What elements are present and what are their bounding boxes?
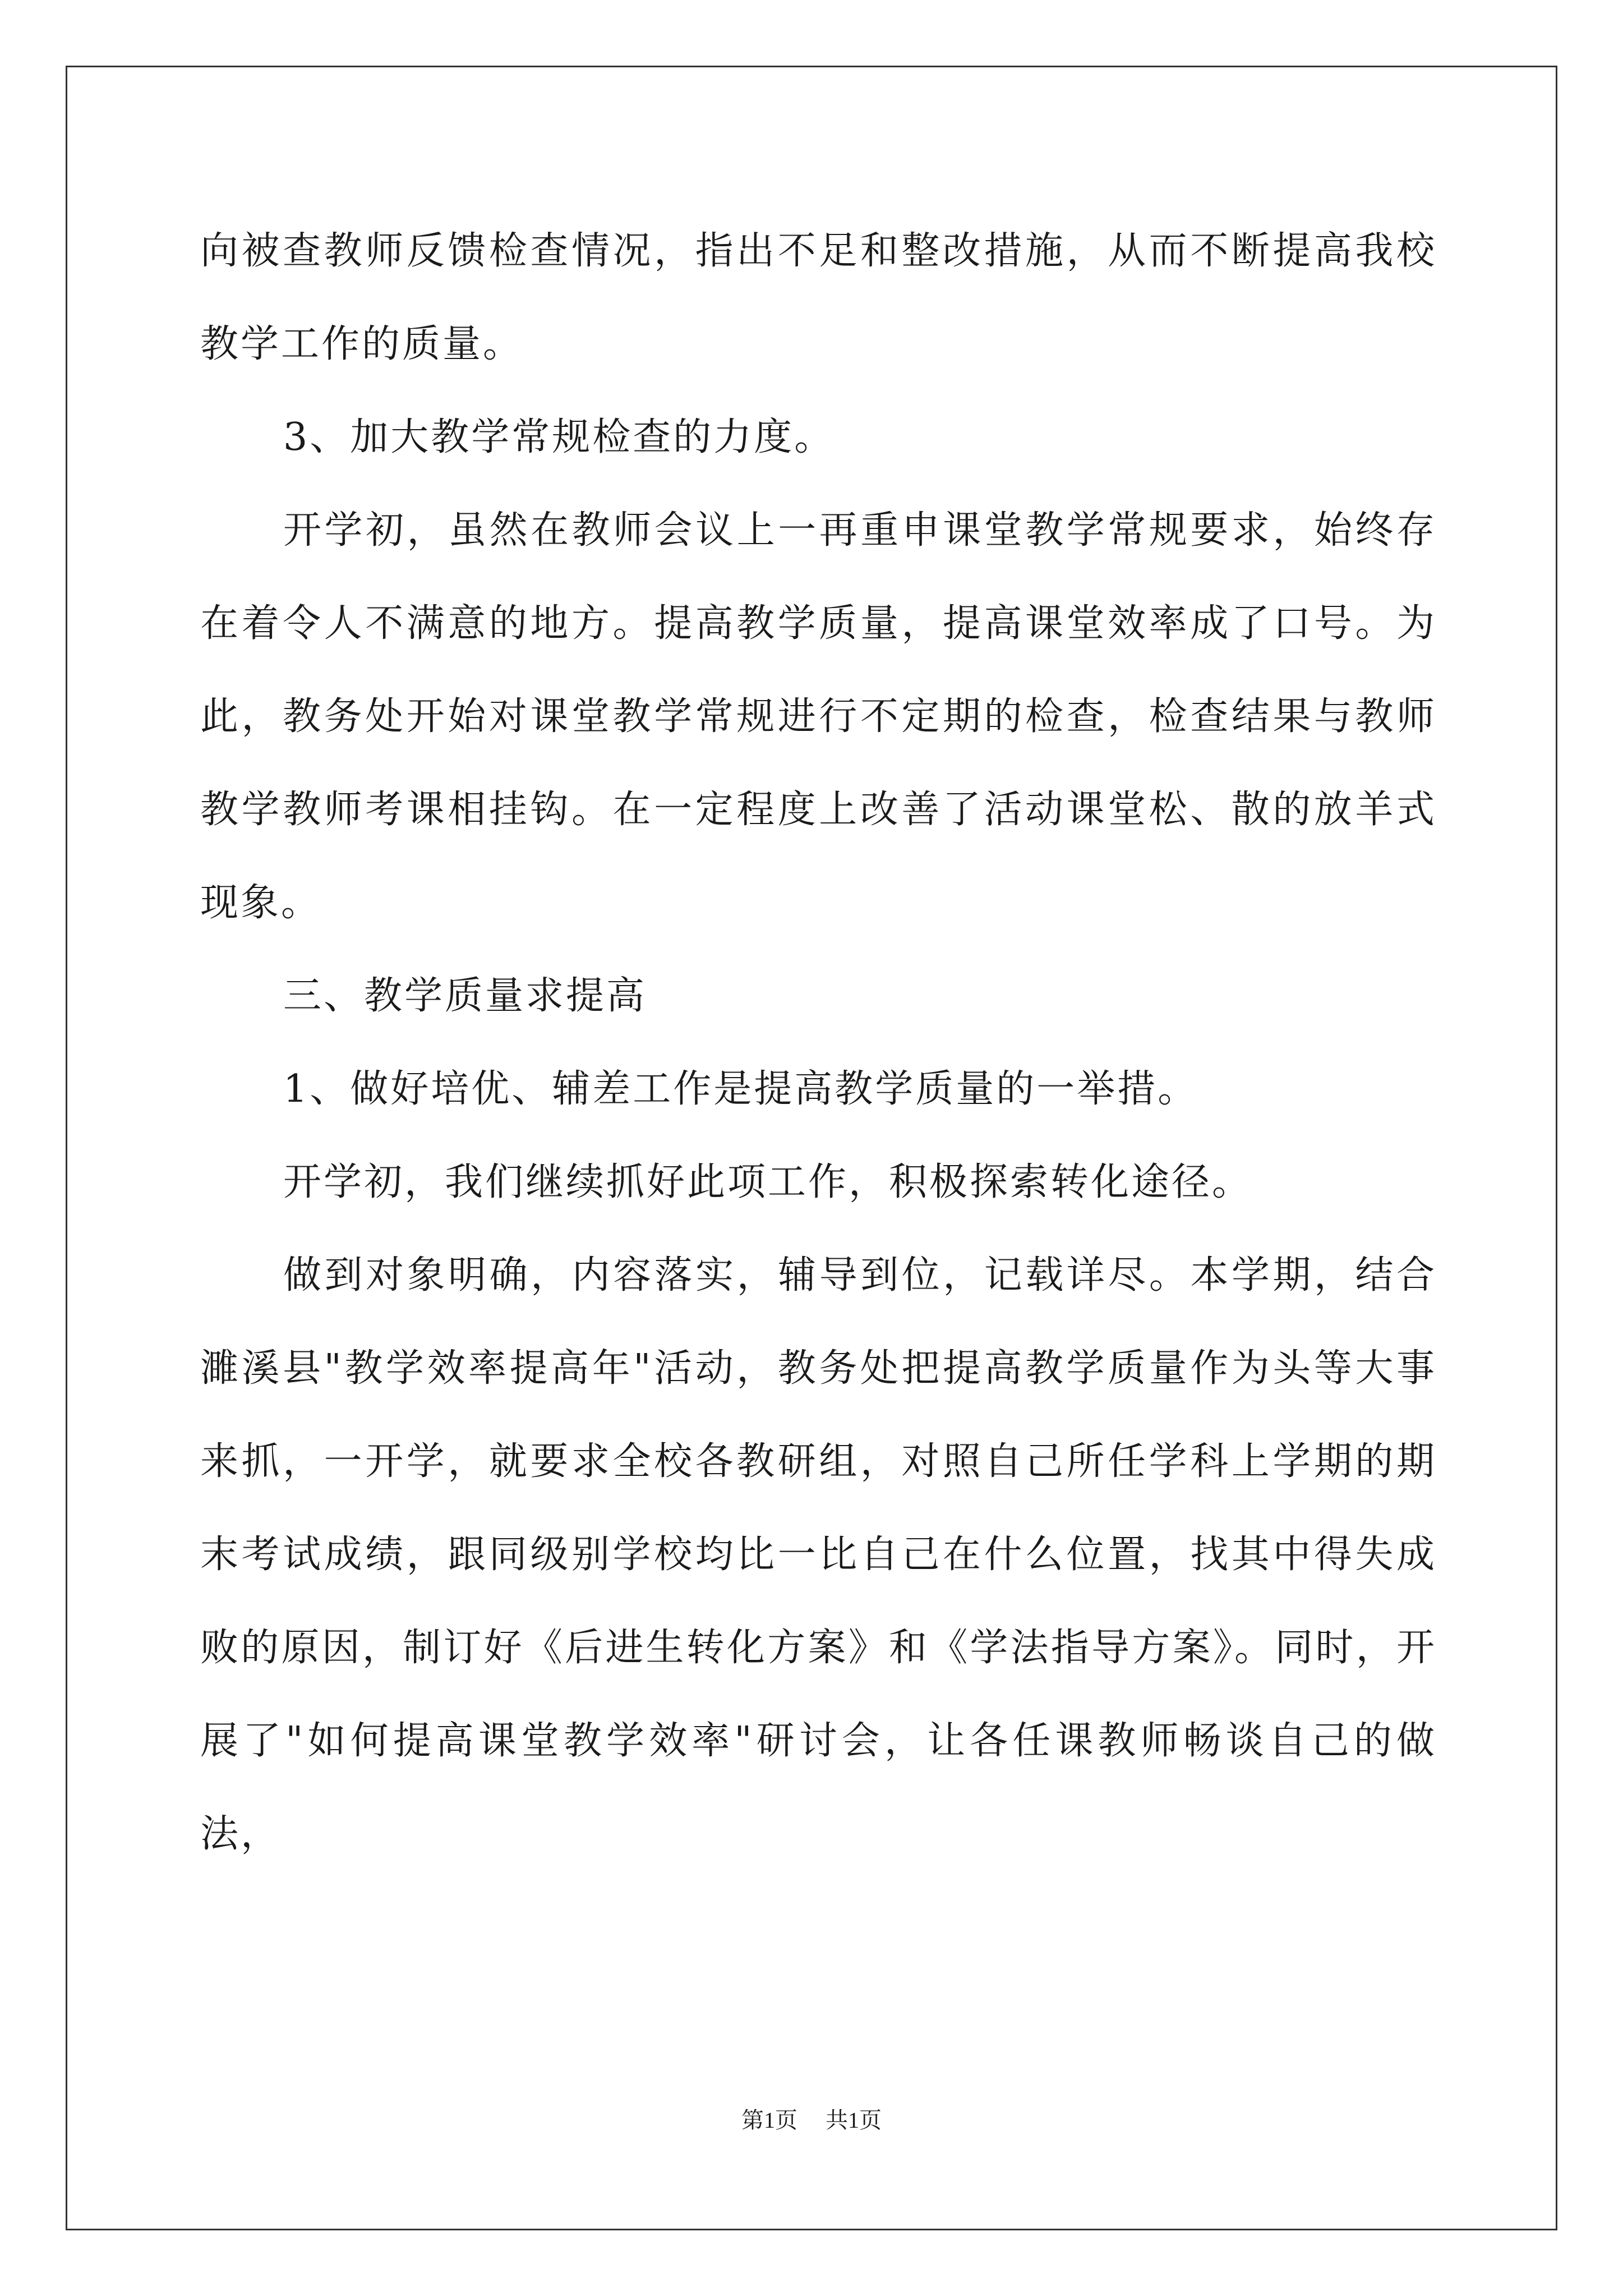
paragraph: 向被查教师反馈检查情况，指出不足和整改措施，从而不断提高我校教学工作的质量。 [200,229,1437,366]
page-total: 共1页 [826,2108,882,2133]
section-heading: 三、教学质量求提高 [283,974,647,1018]
document-body [200,205,1437,1881]
page-number: 第1页 [741,2108,797,2133]
paragraph: 开学初，我们继续抓好此项工作，积极探索转化途径。 [283,1160,1253,1204]
section-heading: 3、加大教学常规检查的力度。 [283,415,835,459]
paragraph: 做到对象明确，内容落实，辅导到位，记载详尽。本学期，结合濉溪县"教学效率提高年"活动，教务处把提高教学质量作为头等大事来抓，一开学，就要求全校各教研组，对照自己所任学科上学期的期末考试成绩，跟同级别学校均比一比自己在什么位置，找其中得失成败的原因，制订好《后进生转化方案》和《学法指导方案》。同时，开展了"如何提高课堂教学效率"研讨会，让各任课教师畅谈自己的做法， [200,1253,1437,1856]
paragraph: 开学初，虽然在教师会议上一再重申课堂教学常规要求，始终存在着令人不满意的地方。提高教学质量，提高课堂效率成了口号。为此，教务处开始对课堂教学常规进行不定期的检查，检查结果与教师教学教师考课相挂钩。在一定程度上改善了活动课堂松、散的放羊式现象。 [200,508,1437,925]
section-heading: 1、做好培优、辅差工作是提高教学质量的一举措。 [283,1067,1198,1111]
page-footer [0,2102,1623,2134]
